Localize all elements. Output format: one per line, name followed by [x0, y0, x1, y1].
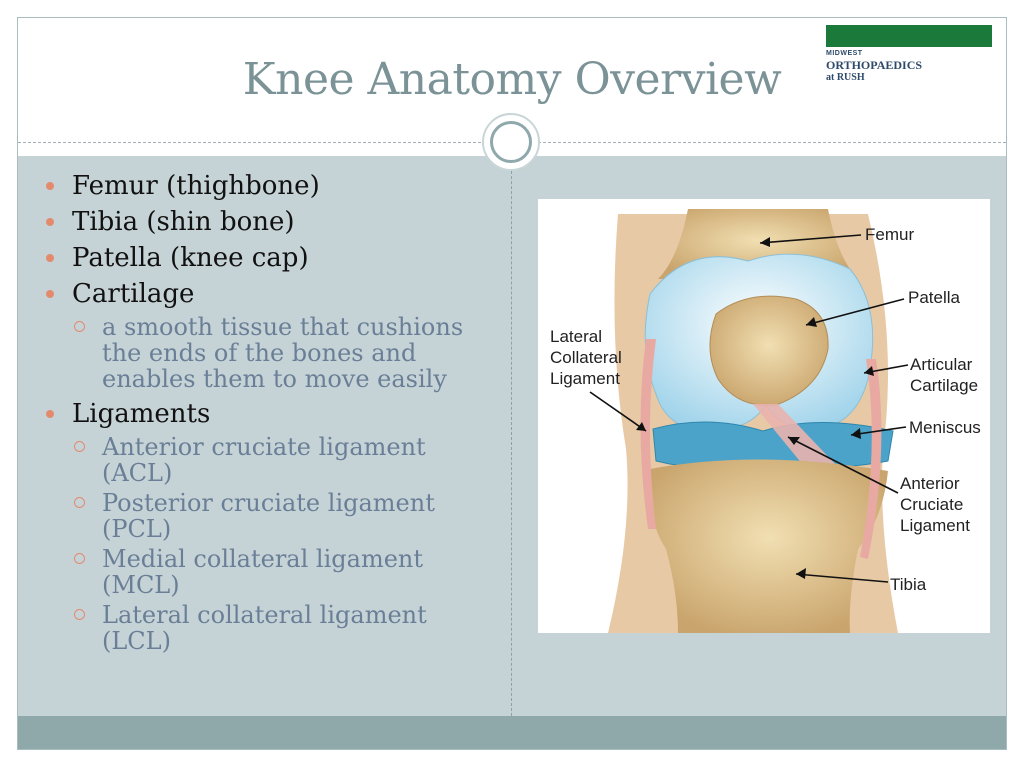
- bullet-dot-icon: [46, 290, 54, 298]
- column-divider: [511, 156, 512, 716]
- sub-bullet-ring-icon: [74, 553, 85, 564]
- label-femur: Femur: [865, 225, 915, 244]
- bullet-patella: Patella (knee cap): [40, 240, 490, 276]
- footer-bar: [18, 716, 1006, 749]
- sub-bullet-ring-icon: [74, 441, 85, 452]
- bullet-dot-icon: [46, 218, 54, 226]
- label-articular-1: Articular: [910, 355, 973, 374]
- logo-line1: MIDWEST: [826, 50, 863, 57]
- sub-bullet-pcl: Posterior cruciate ligament (PCL): [40, 490, 490, 542]
- logo-bar: [826, 25, 992, 47]
- logo-line3: at RUSH: [826, 72, 865, 83]
- sub-bullet-cartilage-desc: a smooth tissue that cushions the ends of the bones and enables them to move easily: [40, 314, 490, 392]
- label-lcl-3: Ligament: [550, 369, 620, 388]
- bullet-femur: Femur (thighbone): [40, 168, 490, 204]
- bullet-ligaments: Ligaments: [40, 396, 490, 432]
- label-acl-3: Ligament: [900, 516, 970, 535]
- sub-bullet-lcl: Lateral collateral ligament (LCL): [40, 602, 490, 654]
- label-lcl-2: Collateral: [550, 348, 622, 367]
- slide-title: Knee Anatomy Overview: [242, 54, 782, 105]
- label-meniscus: Meniscus: [909, 418, 981, 437]
- circle-ornament-icon: [482, 113, 540, 171]
- bullet-cartilage: Cartilage: [40, 276, 490, 312]
- sub-bullet-ring-icon: [74, 609, 85, 620]
- sub-bullet-ring-icon: [74, 321, 85, 332]
- bullet-dot-icon: [46, 182, 54, 190]
- bullet-dot-icon: [46, 410, 54, 418]
- slide: [17, 17, 1007, 750]
- bullet-tibia: Tibia (shin bone): [40, 204, 490, 240]
- sub-bullet-mcl: Medial collateral ligament (MCL): [40, 546, 490, 598]
- bullet-dot-icon: [46, 254, 54, 262]
- bullet-list: [40, 168, 490, 658]
- label-tibia: Tibia: [890, 575, 927, 594]
- label-articular-2: Cartilage: [910, 376, 979, 395]
- label-lcl-1: Lateral: [550, 327, 602, 346]
- knee-anatomy-figure: [538, 199, 990, 633]
- label-acl-2: Cruciate: [900, 495, 964, 514]
- knee-illustration: [538, 199, 990, 633]
- sub-bullet-ring-icon: [74, 497, 85, 508]
- midwest-orthopaedics-logo: [826, 25, 992, 83]
- logo-line2: ORTHOPAEDICS: [826, 58, 923, 72]
- label-patella: Patella: [908, 288, 960, 307]
- sub-bullet-acl: Anterior cruciate ligament (ACL): [40, 434, 490, 486]
- label-acl-1: Anterior: [900, 474, 960, 493]
